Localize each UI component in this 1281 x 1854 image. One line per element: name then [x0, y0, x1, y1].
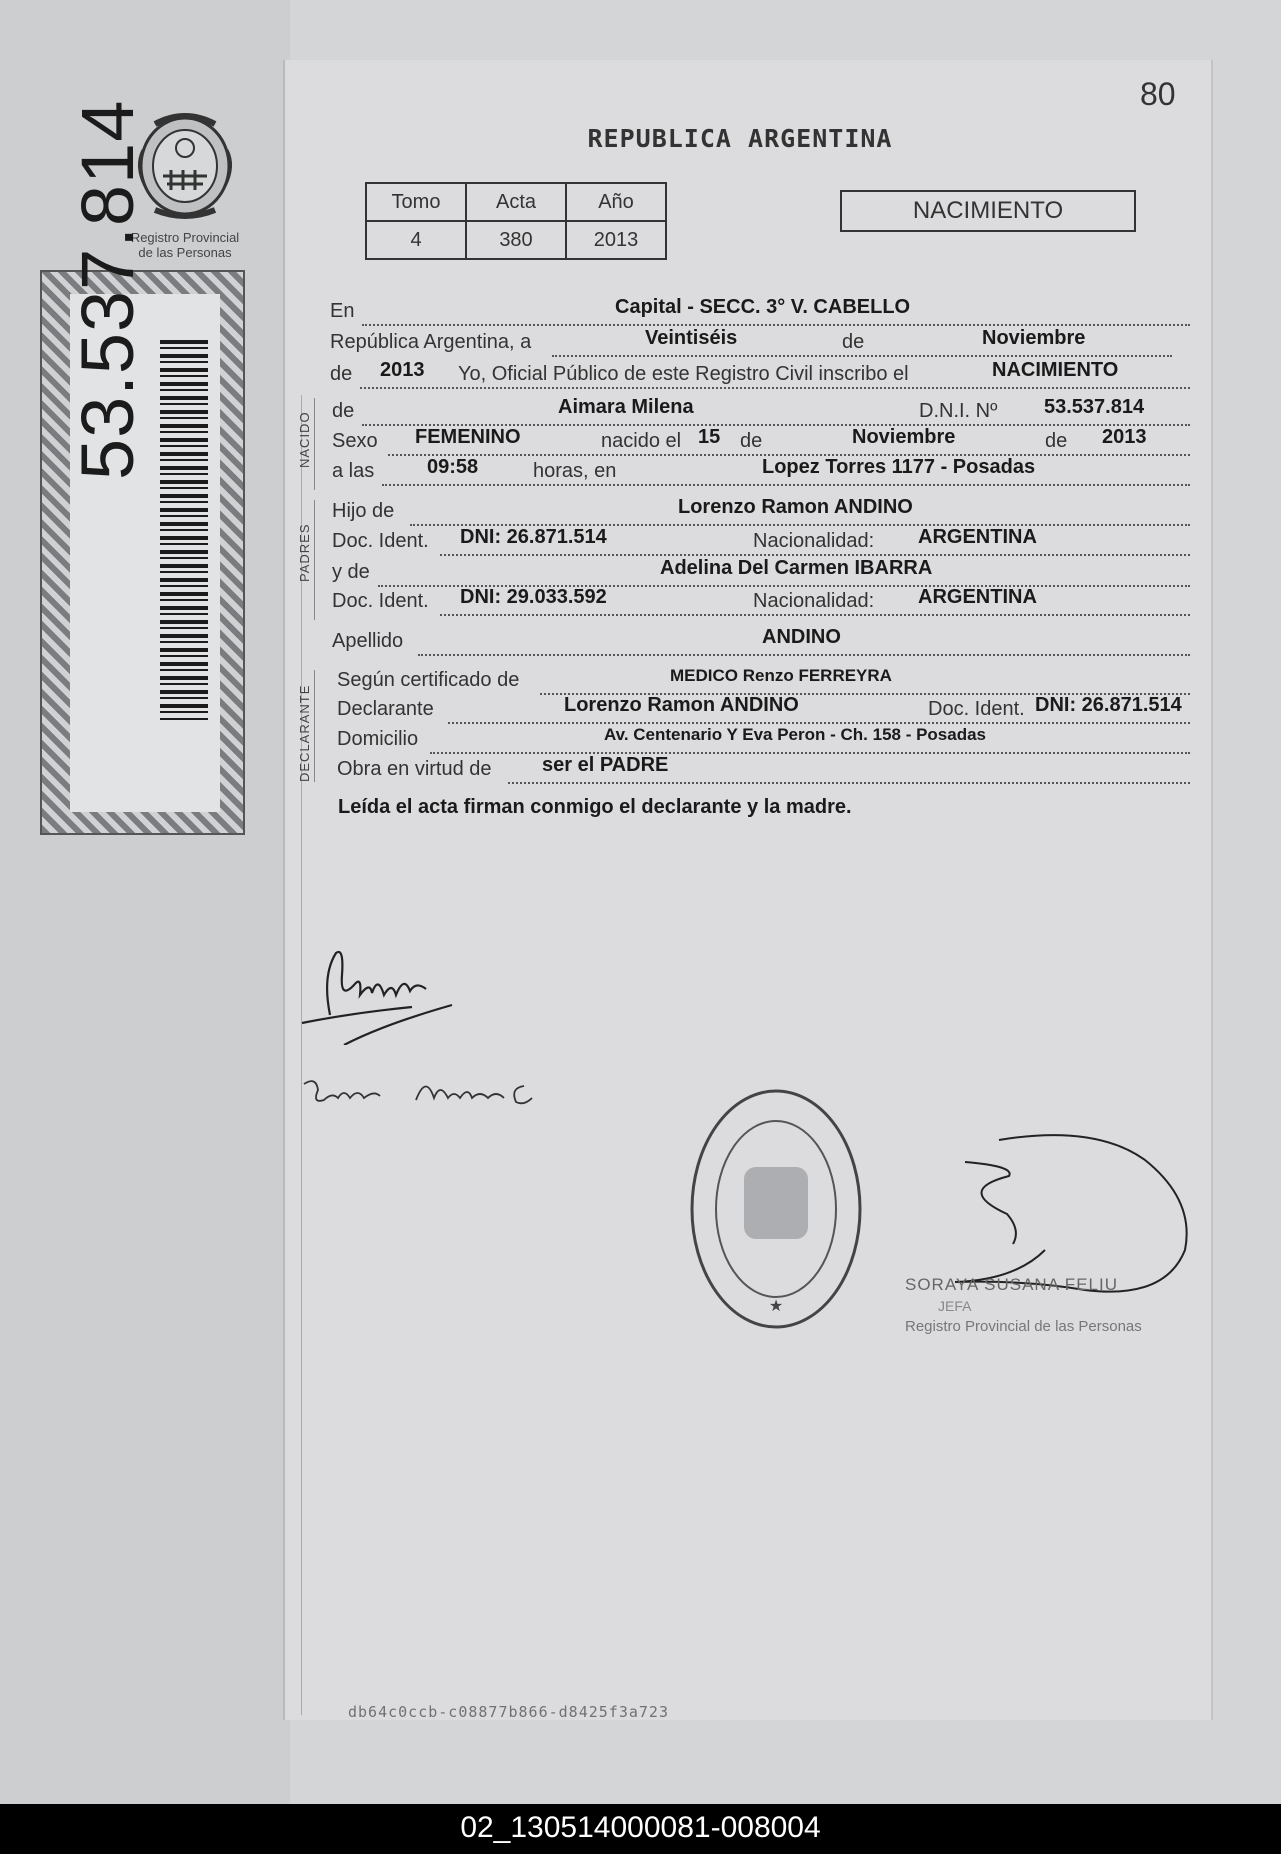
- section-bracket-nacido: [314, 398, 315, 490]
- value-lugar: Capital - SECC. 3° V. CABELLO: [615, 296, 911, 318]
- declarant-signature: [292, 945, 462, 1045]
- value-padre-doc: DNI: 26.871.514: [460, 526, 607, 548]
- record-table-header-acta: Acta: [466, 183, 566, 221]
- faded-hash-line: db64c0ccb-c08877b866-d8425f3a723: [348, 1703, 669, 1721]
- section-bracket-declarante: [314, 670, 315, 782]
- folio-number: 80: [1140, 76, 1176, 112]
- label-de-year: de: [330, 363, 353, 385]
- row-en-virtud: [330, 754, 1190, 786]
- section-label-nacido: NACIDO: [297, 411, 312, 468]
- row-hora: [330, 456, 1190, 488]
- label-a-las: a las: [332, 460, 375, 482]
- label-segun-certificado: Según certificado de: [337, 669, 520, 691]
- label-en: En: [330, 300, 355, 322]
- row-sexo: [330, 426, 1190, 458]
- closing-statement: Leída el acta firman conmigo el declarante y la madre.: [338, 796, 852, 818]
- registry-caption-line2: de las Personas: [138, 245, 232, 260]
- value-anio: 2013: [380, 359, 425, 381]
- section-label-padres: PADRES: [297, 523, 312, 582]
- label-de-mes: de: [737, 430, 765, 453]
- record-table-header-row: [366, 183, 666, 221]
- dotted-line: [440, 614, 1190, 616]
- label-republica: República Argentina, a: [330, 331, 532, 353]
- row-fecha: [330, 327, 1190, 359]
- value-madre-doc: DNI: 29.033.592: [460, 586, 607, 608]
- row-padre-doc: [330, 526, 1190, 558]
- row-certificado: [330, 666, 1190, 697]
- record-table-value-anio: 2013: [566, 221, 666, 259]
- label-nacionalidad-padre: Nacionalidad:: [750, 530, 877, 553]
- dotted-line: [440, 554, 1190, 556]
- label-domicilio: Domicilio: [337, 728, 419, 750]
- official-role: JEFA: [938, 1298, 972, 1314]
- row-padre: [330, 496, 1190, 528]
- official-organization: Registro Provincial de las Personas: [905, 1318, 1142, 1335]
- value-declarante: Lorenzo Ramon ANDINO: [564, 694, 799, 716]
- value-nacido-anio: 2013: [1102, 426, 1147, 448]
- value-en-virtud: ser el PADRE: [542, 754, 669, 776]
- value-tipo-inscripcion: NACIMIENTO: [992, 359, 1119, 381]
- value-hora: 09:58: [427, 456, 479, 478]
- page-title: REPUBLICA ARGENTINA: [587, 124, 893, 153]
- value-certificado: MEDICO Renzo FERREYRA: [670, 666, 892, 685]
- value-sexo: FEMENINO: [415, 426, 521, 448]
- registry-caption-line1: Registro Provincial: [130, 230, 240, 245]
- label-nacido-el: nacido el: [598, 430, 684, 453]
- row-declarante: [330, 694, 1190, 726]
- label-doc-ident-declarante: Doc. Ident.: [925, 698, 1028, 721]
- page-fold-line: [301, 395, 302, 1715]
- section-bracket-padres: [314, 500, 315, 620]
- label-doc-ident-madre: Doc. Ident.: [332, 590, 429, 612]
- label-hijo-de: Hijo de: [332, 500, 395, 522]
- label-nacionalidad-madre: Nacionalidad:: [750, 590, 877, 613]
- value-nombre: Aimara Milena: [558, 396, 694, 418]
- section-label-declarante: DECLARANTE: [297, 684, 312, 782]
- label-dni: D.N.I. Nº: [916, 400, 1000, 423]
- label-de: de: [842, 331, 865, 353]
- row-madre: [330, 557, 1190, 589]
- barcode-number: 53.537.814: [66, 99, 149, 480]
- value-declarante-doc: DNI: 26.871.514: [1035, 694, 1182, 716]
- dotted-line: [382, 484, 1190, 486]
- value-dia-letras: Veintiséis: [645, 327, 738, 349]
- record-table-header-tomo: Tomo: [366, 183, 466, 221]
- value-apellido: ANDINO: [762, 626, 841, 648]
- value-mes: Noviembre: [982, 327, 1086, 349]
- dotted-line: [362, 324, 1190, 326]
- value-padre-nacionalidad: ARGENTINA: [918, 526, 1037, 548]
- value-padre: Lorenzo Ramon ANDINO: [678, 496, 913, 518]
- value-domicilio: Av. Centenario Y Eva Peron - Ch. 158 - Posadas: [604, 725, 987, 744]
- official-name: SORAYA SUSANA FELIU: [905, 1275, 1118, 1294]
- label-horas-en: horas, en: [530, 460, 619, 483]
- dotted-line: [552, 355, 1172, 357]
- label-declarante: Declarante: [337, 698, 434, 720]
- value-dni: 53.537.814: [1044, 396, 1145, 418]
- dotted-line: [360, 387, 1190, 389]
- value-nacido-mes: Noviembre: [852, 426, 956, 448]
- label-obra-en-virtud: Obra en virtud de: [337, 758, 492, 780]
- dotted-line: [448, 722, 1190, 724]
- value-madre: Adelina Del Carmen IBARRA: [660, 557, 933, 579]
- label-y-de: y de: [332, 561, 370, 583]
- label-yo-oficial: Yo, Oficial Público de este Registro Civil inscribo el: [455, 363, 912, 386]
- dotted-line: [508, 782, 1190, 784]
- official-stamp: [688, 1085, 864, 1335]
- row-apellido: [330, 626, 1190, 658]
- dotted-line: [418, 654, 1190, 656]
- record-type-box: NACIMIENTO: [840, 190, 1136, 232]
- barcode-bars: [160, 340, 208, 720]
- row-madre-doc: [330, 586, 1190, 618]
- value-madre-nacionalidad: ARGENTINA: [918, 586, 1037, 608]
- label-de-nombre: de: [332, 400, 355, 422]
- record-table-value-row: [366, 221, 666, 259]
- record-table-header-anio: Año: [566, 183, 666, 221]
- record-reference-table: [365, 182, 667, 260]
- row-lugar: [330, 296, 1190, 328]
- value-lugar-nacimiento: Lopez Torres 1177 - Posadas: [762, 456, 1036, 478]
- mother-signature: [298, 1070, 568, 1120]
- label-sexo: Sexo: [332, 430, 378, 452]
- record-table-value-tomo: 4: [366, 221, 466, 259]
- row-anio-inscripcion: [330, 359, 1190, 391]
- record-table-value-acta: 380: [466, 221, 566, 259]
- label-apellido: Apellido: [332, 630, 404, 652]
- row-domicilio: [330, 725, 1190, 756]
- footer-id: 02_130514000081-008004: [460, 1811, 821, 1844]
- label-de-anio: de: [1042, 430, 1070, 453]
- label-doc-ident-padre: Doc. Ident.: [332, 530, 429, 552]
- value-nacido-dia: 15: [698, 426, 721, 448]
- row-nombre: [330, 396, 1190, 428]
- svg-text:★: ★: [768, 1296, 784, 1315]
